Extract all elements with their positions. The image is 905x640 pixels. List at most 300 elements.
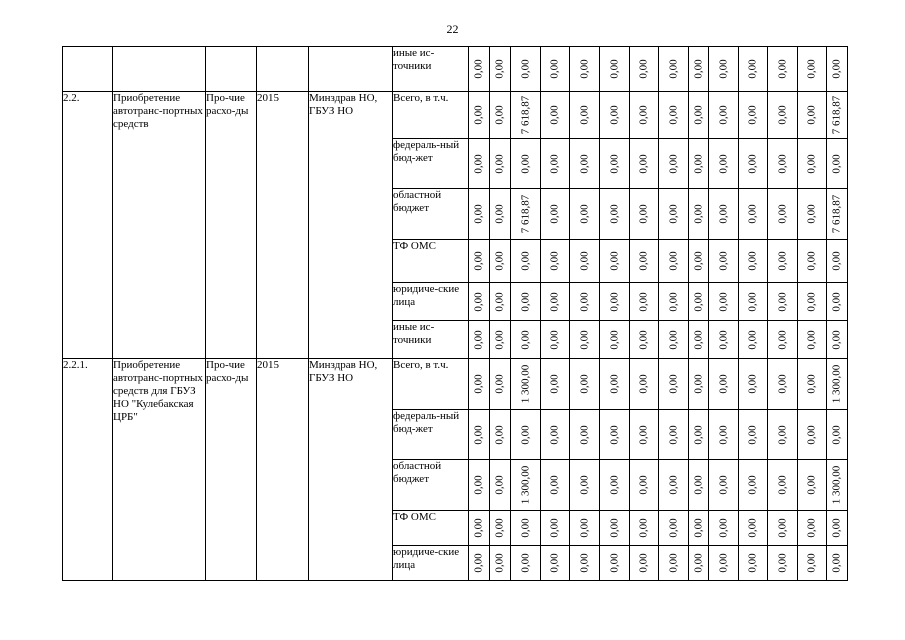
amount-value: 0,00 (608, 291, 620, 312)
amount-value: 0,00 (746, 553, 759, 573)
amount-cell (798, 359, 827, 410)
executor-cell (309, 47, 393, 92)
amount-value: 0,00 (548, 329, 561, 350)
amount-cell (511, 546, 541, 581)
amount-value: 0,00 (717, 374, 729, 394)
amount-cell (469, 283, 490, 321)
amount-cell (600, 139, 630, 189)
amount-value: 0,00 (776, 105, 788, 125)
amount-value: 0,00 (805, 374, 818, 394)
amount-value: 7 618,87 (519, 95, 531, 135)
amount-cell (511, 410, 541, 460)
amount-value: 0,00 (805, 105, 818, 125)
amount-value: 0,00 (746, 105, 759, 125)
amount-value: 0,00 (776, 518, 788, 538)
amount-value: 0,00 (578, 329, 590, 350)
amount-cell (709, 47, 739, 92)
amount-value: 0,00 (548, 291, 561, 312)
amount-value: 0,00 (805, 59, 818, 79)
amount-value: 0,00 (776, 153, 788, 174)
amount-cell (541, 47, 570, 92)
amount-value: 0,00 (472, 251, 485, 271)
amount-cell (709, 546, 739, 581)
amount-value: 0,00 (519, 518, 531, 538)
amount-cell (490, 189, 511, 240)
amount-cell (768, 321, 798, 359)
amount-cell (600, 240, 630, 283)
amount-value: 0,00 (578, 59, 590, 79)
amount-cell (469, 47, 490, 92)
amount-value: 0,00 (692, 291, 704, 312)
amount-value: 0,00 (637, 291, 650, 312)
amount-cell (600, 359, 630, 410)
amount-value: 0,00 (519, 291, 531, 312)
amount-value: 0,00 (493, 553, 506, 573)
amount-cell (541, 189, 570, 240)
amount-value: 0,00 (830, 59, 843, 79)
amount-value: 0,00 (717, 553, 729, 573)
amount-cell (768, 511, 798, 546)
amount-value: 0,00 (717, 105, 729, 125)
amount-value: 0,00 (830, 329, 843, 350)
amount-cell (630, 460, 659, 511)
amount-value: 0,00 (472, 553, 485, 573)
amount-cell (570, 283, 600, 321)
amount-cell (798, 410, 827, 460)
amount-value: 0,00 (578, 204, 590, 224)
amount-value: 0,00 (667, 204, 679, 224)
amount-value: 0,00 (746, 374, 759, 394)
amount-value: 0,00 (608, 475, 620, 495)
amount-cell (709, 92, 739, 139)
amount-cell (630, 139, 659, 189)
amount-cell (469, 546, 490, 581)
amount-cell (511, 189, 541, 240)
amount-cell (570, 92, 600, 139)
amount-cell (490, 359, 511, 410)
amount-cell (659, 460, 689, 511)
amount-value: 0,00 (692, 329, 704, 350)
amount-value: 0,00 (776, 59, 788, 79)
amount-value: 0,00 (608, 329, 620, 350)
amount-value: 0,00 (776, 553, 788, 573)
amount-value: 0,00 (692, 518, 704, 538)
amount-value: 0,00 (830, 251, 843, 271)
amount-value: 0,00 (805, 153, 818, 174)
amount-cell (798, 283, 827, 321)
amount-value: 0,00 (637, 553, 650, 573)
amount-cell (798, 92, 827, 139)
amount-cell (490, 240, 511, 283)
funding-source: юридиче-ские лица (393, 283, 469, 321)
amount-value: 0,00 (692, 204, 704, 224)
amount-cell (827, 139, 848, 189)
amount-value: 0,00 (608, 518, 620, 538)
amount-cell (541, 92, 570, 139)
amount-cell (768, 240, 798, 283)
table-row (63, 359, 848, 410)
amount-cell (511, 511, 541, 546)
amount-value: 0,00 (776, 251, 788, 271)
amount-value: 0,00 (578, 374, 590, 394)
amount-value: 0,00 (717, 59, 729, 79)
amount-value: 0,00 (578, 251, 590, 271)
amount-cell (827, 546, 848, 581)
amount-cell (570, 460, 600, 511)
amount-value: 7 618,87 (519, 194, 531, 234)
amount-value: 0,00 (608, 553, 620, 573)
code-cell (63, 47, 113, 92)
amount-value: 0,00 (637, 105, 650, 125)
table-row (63, 92, 848, 139)
amount-value: 0,00 (717, 291, 729, 312)
amount-value: 0,00 (493, 204, 506, 224)
amount-cell (709, 139, 739, 189)
amount-cell (630, 240, 659, 283)
amount-value: 0,00 (519, 59, 531, 79)
amount-cell (469, 410, 490, 460)
amount-cell (768, 189, 798, 240)
amount-cell (511, 139, 541, 189)
amount-value: 0,00 (776, 291, 788, 312)
amount-value: 0,00 (608, 424, 620, 445)
amount-value: 0,00 (805, 553, 818, 573)
amount-value: 0,00 (692, 475, 704, 495)
funding-source: ТФ ОМС (393, 511, 469, 546)
amount-value: 0,00 (578, 291, 590, 312)
amount-cell (570, 240, 600, 283)
amount-value: 0,00 (667, 153, 679, 174)
amount-cell (689, 460, 709, 511)
amount-value: 0,00 (692, 374, 704, 394)
amount-value: 0,00 (608, 59, 620, 79)
amount-value: 0,00 (717, 204, 729, 224)
amount-value: 0,00 (578, 105, 590, 125)
amount-value: 0,00 (548, 518, 561, 538)
amount-cell (768, 460, 798, 511)
amount-cell (709, 240, 739, 283)
amount-value: 0,00 (746, 153, 759, 174)
amount-value: 0,00 (548, 553, 561, 573)
amount-value: 0,00 (493, 329, 506, 350)
amount-cell (739, 139, 768, 189)
amount-value: 0,00 (830, 424, 843, 445)
item-year: 2015 (257, 359, 309, 581)
amount-value: 0,00 (746, 59, 759, 79)
amount-cell (630, 511, 659, 546)
amount-value: 0,00 (608, 105, 620, 125)
amount-value: 0,00 (717, 153, 729, 174)
amount-cell (689, 546, 709, 581)
amount-value: 0,00 (578, 424, 590, 445)
amount-cell (827, 92, 848, 139)
amount-cell (630, 359, 659, 410)
amount-cell (630, 189, 659, 240)
amount-cell (541, 283, 570, 321)
amount-cell (600, 283, 630, 321)
amount-value: 0,00 (608, 153, 620, 174)
amount-cell (541, 321, 570, 359)
expense-type-cell (206, 47, 257, 92)
amount-value: 0,00 (667, 105, 679, 125)
amount-cell (659, 410, 689, 460)
amount-cell (827, 359, 848, 410)
amount-cell (570, 546, 600, 581)
amount-cell (709, 283, 739, 321)
amount-cell (689, 47, 709, 92)
amount-cell (739, 189, 768, 240)
amount-cell (768, 546, 798, 581)
amount-cell (469, 359, 490, 410)
amount-cell (689, 410, 709, 460)
amount-cell (570, 321, 600, 359)
amount-cell (511, 321, 541, 359)
amount-value: 7 618,87 (830, 95, 843, 135)
amount-cell (709, 321, 739, 359)
amount-value: 0,00 (472, 518, 485, 538)
amount-value: 0,00 (548, 59, 561, 79)
amount-value: 1 300,00 (830, 364, 843, 404)
amount-cell (659, 321, 689, 359)
amount-value: 0,00 (608, 251, 620, 271)
amount-value: 0,00 (805, 329, 818, 350)
amount-value: 0,00 (692, 553, 704, 573)
amount-cell (659, 47, 689, 92)
amount-value: 0,00 (805, 291, 818, 312)
amount-cell (490, 321, 511, 359)
amount-value: 0,00 (637, 475, 650, 495)
item-name: Приобретение автотранс-портных средств для ГБУЗ НО "Кулебакская ЦРБ" (113, 359, 206, 581)
amount-value: 1 300,00 (519, 364, 531, 404)
amount-value: 0,00 (830, 518, 843, 538)
amount-cell (827, 511, 848, 546)
amount-value: 0,00 (637, 251, 650, 271)
amount-value: 0,00 (472, 374, 485, 394)
amount-cell (600, 546, 630, 581)
amount-cell (659, 139, 689, 189)
amount-value: 0,00 (493, 374, 506, 394)
amount-cell (490, 511, 511, 546)
amount-cell (511, 283, 541, 321)
amount-cell (511, 47, 541, 92)
amount-value: 0,00 (830, 153, 843, 174)
amount-cell (659, 283, 689, 321)
amount-cell (798, 139, 827, 189)
amount-value: 0,00 (776, 204, 788, 224)
amount-cell (659, 511, 689, 546)
amount-value: 0,00 (472, 153, 485, 174)
amount-cell (490, 139, 511, 189)
item-executor: Минздрав НО, ГБУЗ НО (309, 92, 393, 359)
amount-cell (570, 139, 600, 189)
amount-cell (768, 139, 798, 189)
amount-cell (630, 546, 659, 581)
amount-value: 0,00 (692, 424, 704, 445)
amount-cell (469, 511, 490, 546)
amount-value: 0,00 (776, 424, 788, 445)
amount-value: 0,00 (519, 424, 531, 445)
amount-cell (768, 410, 798, 460)
amount-value: 0,00 (548, 204, 561, 224)
amount-cell (630, 283, 659, 321)
amount-value: 0,00 (637, 153, 650, 174)
item-year: 2015 (257, 92, 309, 359)
amount-value: 0,00 (717, 251, 729, 271)
amount-cell (827, 460, 848, 511)
amount-cell (798, 321, 827, 359)
amount-value: 0,00 (578, 475, 590, 495)
amount-value: 0,00 (493, 59, 506, 79)
amount-cell (709, 410, 739, 460)
amount-cell (490, 410, 511, 460)
amount-cell (600, 47, 630, 92)
amount-cell (739, 460, 768, 511)
amount-value: 0,00 (637, 329, 650, 350)
amount-cell (570, 410, 600, 460)
funding-source: федераль-ный бюд-жет (393, 139, 469, 189)
amount-cell (490, 47, 511, 92)
amount-value: 0,00 (472, 291, 485, 312)
amount-cell (739, 240, 768, 283)
amount-cell (739, 321, 768, 359)
amount-value: 0,00 (578, 518, 590, 538)
funding-source: иные ис-точники (393, 47, 469, 92)
amount-value: 0,00 (493, 291, 506, 312)
amount-cell (469, 139, 490, 189)
amount-value: 0,00 (692, 59, 704, 79)
amount-cell (739, 511, 768, 546)
amount-cell (768, 359, 798, 410)
amount-cell (709, 359, 739, 410)
amount-value: 0,00 (667, 291, 679, 312)
amount-cell (739, 283, 768, 321)
amount-cell (469, 189, 490, 240)
amount-value: 0,00 (493, 424, 506, 445)
amount-cell (659, 92, 689, 139)
amount-cell (490, 283, 511, 321)
amount-value: 0,00 (472, 204, 485, 224)
amount-cell (709, 189, 739, 240)
funding-source: областной бюджет (393, 460, 469, 511)
amount-value: 0,00 (472, 105, 485, 125)
amount-cell (768, 92, 798, 139)
amount-value: 0,00 (667, 424, 679, 445)
amount-value: 0,00 (717, 475, 729, 495)
amount-cell (798, 240, 827, 283)
amount-cell (600, 92, 630, 139)
amount-cell (689, 321, 709, 359)
amount-cell (541, 359, 570, 410)
budget-table (62, 46, 848, 581)
amount-value: 0,00 (493, 518, 506, 538)
amount-cell (768, 283, 798, 321)
amount-value: 0,00 (519, 251, 531, 271)
amount-cell (511, 240, 541, 283)
amount-cell (600, 189, 630, 240)
amount-value: 0,00 (637, 424, 650, 445)
amount-cell (490, 546, 511, 581)
amount-value: 0,00 (637, 204, 650, 224)
amount-value: 0,00 (608, 374, 620, 394)
amount-cell (541, 139, 570, 189)
amount-value: 0,00 (667, 329, 679, 350)
amount-cell (689, 139, 709, 189)
amount-value: 0,00 (830, 291, 843, 312)
amount-value: 0,00 (776, 329, 788, 350)
amount-value: 0,00 (548, 424, 561, 445)
amount-cell (600, 511, 630, 546)
amount-value: 0,00 (717, 518, 729, 538)
amount-value: 0,00 (805, 251, 818, 271)
item-code: 2.2.1. (63, 359, 113, 581)
amount-cell (659, 359, 689, 410)
amount-cell (827, 283, 848, 321)
item-name: Приобретение автотранс-портных средств (113, 92, 206, 359)
amount-value: 0,00 (692, 153, 704, 174)
amount-cell (827, 410, 848, 460)
funding-source: областной бюджет (393, 189, 469, 240)
amount-cell (469, 92, 490, 139)
amount-value: 0,00 (472, 329, 485, 350)
amount-cell (541, 240, 570, 283)
amount-cell (798, 546, 827, 581)
amount-value: 0,00 (667, 251, 679, 271)
amount-value: 0,00 (548, 153, 561, 174)
amount-value: 0,00 (548, 374, 561, 394)
amount-cell (570, 359, 600, 410)
amount-cell (709, 511, 739, 546)
amount-value: 0,00 (493, 251, 506, 271)
amount-cell (659, 240, 689, 283)
amount-cell (541, 546, 570, 581)
amount-cell (511, 460, 541, 511)
amount-value: 0,00 (746, 251, 759, 271)
amount-value: 0,00 (805, 518, 818, 538)
funding-source: юридиче-ские лица (393, 546, 469, 581)
amount-value: 0,00 (667, 518, 679, 538)
amount-cell (490, 92, 511, 139)
amount-value: 0,00 (746, 291, 759, 312)
amount-cell (689, 189, 709, 240)
amount-value: 0,00 (692, 251, 704, 271)
amount-value: 0,00 (578, 553, 590, 573)
amount-value: 0,00 (692, 105, 704, 125)
amount-value: 0,00 (717, 329, 729, 350)
amount-value: 0,00 (519, 329, 531, 350)
amount-value: 0,00 (717, 424, 729, 445)
item-code: 2.2. (63, 92, 113, 359)
amount-cell (511, 92, 541, 139)
amount-value: 0,00 (746, 329, 759, 350)
amount-value: 0,00 (805, 204, 818, 224)
amount-value: 0,00 (667, 374, 679, 394)
amount-cell (827, 321, 848, 359)
amount-value: 0,00 (608, 204, 620, 224)
amount-value: 0,00 (746, 424, 759, 445)
amount-value: 0,00 (578, 153, 590, 174)
amount-cell (739, 92, 768, 139)
amount-value: 0,00 (493, 105, 506, 125)
amount-cell (490, 460, 511, 511)
amount-value: 0,00 (548, 105, 561, 125)
amount-cell (689, 92, 709, 139)
amount-cell (630, 321, 659, 359)
amount-value: 0,00 (637, 59, 650, 79)
amount-value: 0,00 (472, 59, 485, 79)
amount-value: 0,00 (548, 475, 561, 495)
amount-value: 0,00 (805, 475, 818, 495)
amount-cell (600, 460, 630, 511)
